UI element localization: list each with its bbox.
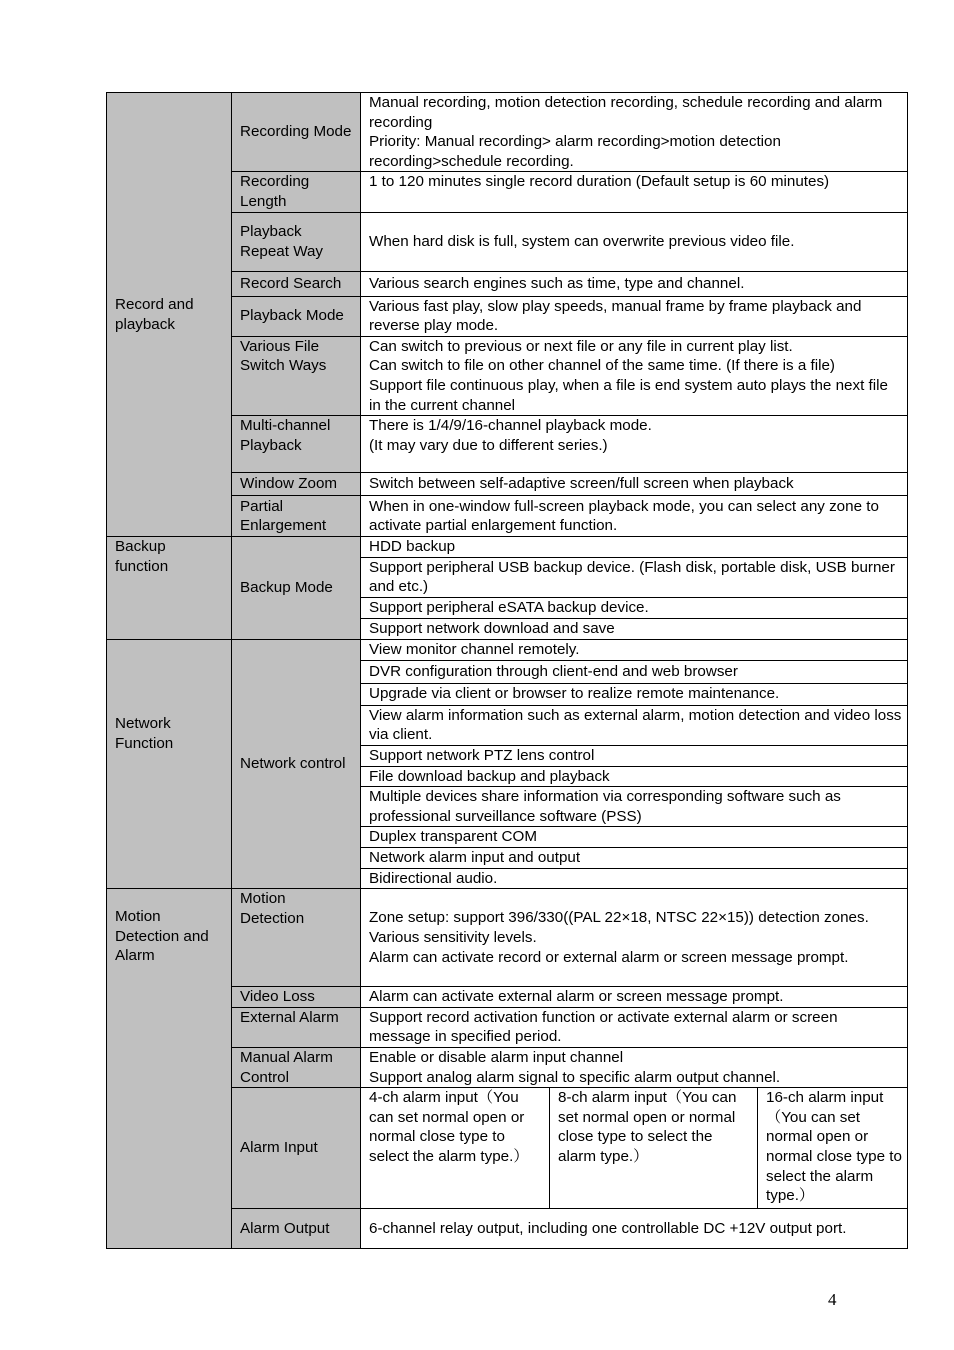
feature-description: When in one-window full-screen playback mode, you can select any zone to activate partial enlargement function. (361, 496, 908, 537)
category-label: Backup function (115, 538, 169, 575)
page-number: 4 (828, 1290, 837, 1309)
category-label: Network Function (115, 715, 174, 752)
feature-name: Recording Mode (232, 93, 361, 172)
feature-name: Alarm Input (232, 1088, 361, 1209)
feature-description: File download backup and playback (361, 766, 908, 787)
feature-name: Video Loss (232, 987, 361, 1008)
feature-description: Zone setup: support 396/330((PAL 22×18, NTSC 22×15)) detection zones. Various sensitivity levels. Alarm can activate record or external alarm or screen message prompt. (361, 889, 908, 987)
feature-table (106, 92, 908, 1249)
feature-description: Support network PTZ lens control (361, 745, 908, 766)
feature-name: Partial Enlargement (232, 496, 361, 537)
feature-name: Record Search (232, 271, 361, 296)
feature-name: Multi-channel Playback (232, 416, 361, 473)
feature-description: Various fast play, slow play speeds, manual frame by frame playback and reverse play mode. (361, 296, 908, 336)
alarm-input-8ch: 8-ch alarm input（You can set normal open or normal close type to select the alarm type.） (550, 1088, 758, 1209)
feature-name: Motion Detection (232, 889, 361, 987)
feature-name: Backup Mode (232, 537, 361, 639)
feature-description: Can switch to previous or next file or any file in current play list. Can switch to file on other channel of the same time. (If there is a file) Support file continuous play, when a file is end system auto plays the next file in the current channel (361, 336, 908, 415)
feature-description: Bidirectional audio. (361, 868, 908, 889)
feature-description: There is 1/4/9/16-channel playback mode. (It may vary due to different series.) (361, 416, 908, 473)
feature-description: HDD backup (361, 537, 908, 558)
feature-description: Various search engines such as time, type and channel. (361, 271, 908, 296)
feature-description: 6-channel relay output, including one controllable DC +12V output port. (361, 1209, 908, 1249)
category-label: Record and playback (115, 295, 194, 333)
feature-name: Alarm Output (232, 1209, 361, 1249)
feature-description: Multiple devices share information via corresponding software such as professional surveillance software (PSS) (361, 787, 908, 827)
feature-description: View alarm information such as external alarm, motion detection and video loss via client. (361, 705, 908, 745)
category-cell (107, 639, 232, 889)
feature-description: Alarm can activate external alarm or screen message prompt. (361, 987, 908, 1008)
feature-description: 1 to 120 minutes single record duration (Default setup is 60 minutes) (361, 172, 908, 212)
feature-name: Window Zoom (232, 473, 361, 496)
alarm-input-4ch: 4-ch alarm input（You can set normal open or normal close type to select the alarm type.） (361, 1088, 550, 1209)
feature-name: Network control (232, 639, 361, 889)
feature-description: Support record activation function or activate external alarm or screen message in specified period. (361, 1007, 908, 1047)
feature-description: Network alarm input and output (361, 848, 908, 869)
feature-name: Playback Repeat Way (232, 212, 361, 271)
alarm-input-16ch: 16-ch alarm input （You can set normal open or normal close type to select the alarm type.） (758, 1088, 908, 1209)
feature-name: Playback Mode (232, 296, 361, 336)
feature-name: Various File Switch Ways (232, 336, 361, 415)
feature-name: Recording Length (232, 172, 361, 212)
category-cell (107, 93, 232, 537)
feature-description: When hard disk is full, system can overwrite previous video file. (361, 212, 908, 271)
feature-name: External Alarm (232, 1007, 361, 1047)
feature-description: Switch between self-adaptive screen/full screen when playback (361, 473, 908, 496)
feature-description: Support network download and save (361, 618, 908, 639)
feature-description: View monitor channel remotely. (361, 639, 908, 660)
feature-name: Manual Alarm Control (232, 1048, 361, 1088)
feature-description: Support peripheral eSATA backup device. (361, 597, 908, 618)
feature-description: Upgrade via client or browser to realize remote maintenance. (361, 683, 908, 705)
feature-description: DVR configuration through client-end and web browser (361, 660, 908, 683)
category-cell (107, 889, 232, 1249)
feature-description: Enable or disable alarm input channel Support analog alarm signal to specific alarm output channel. (361, 1048, 908, 1088)
feature-description: Support peripheral USB backup device. (Flash disk, portable disk, USB burner and etc.) (361, 557, 908, 597)
category-cell (107, 537, 232, 639)
category-label: Motion Detection and Alarm (115, 908, 209, 965)
feature-description: Manual recording, motion detection recording, schedule recording and alarm recording Priority: Manual recording> alarm recording>motion detection recording>schedule recording. (361, 93, 908, 172)
feature-description: Duplex transparent COM (361, 827, 908, 848)
